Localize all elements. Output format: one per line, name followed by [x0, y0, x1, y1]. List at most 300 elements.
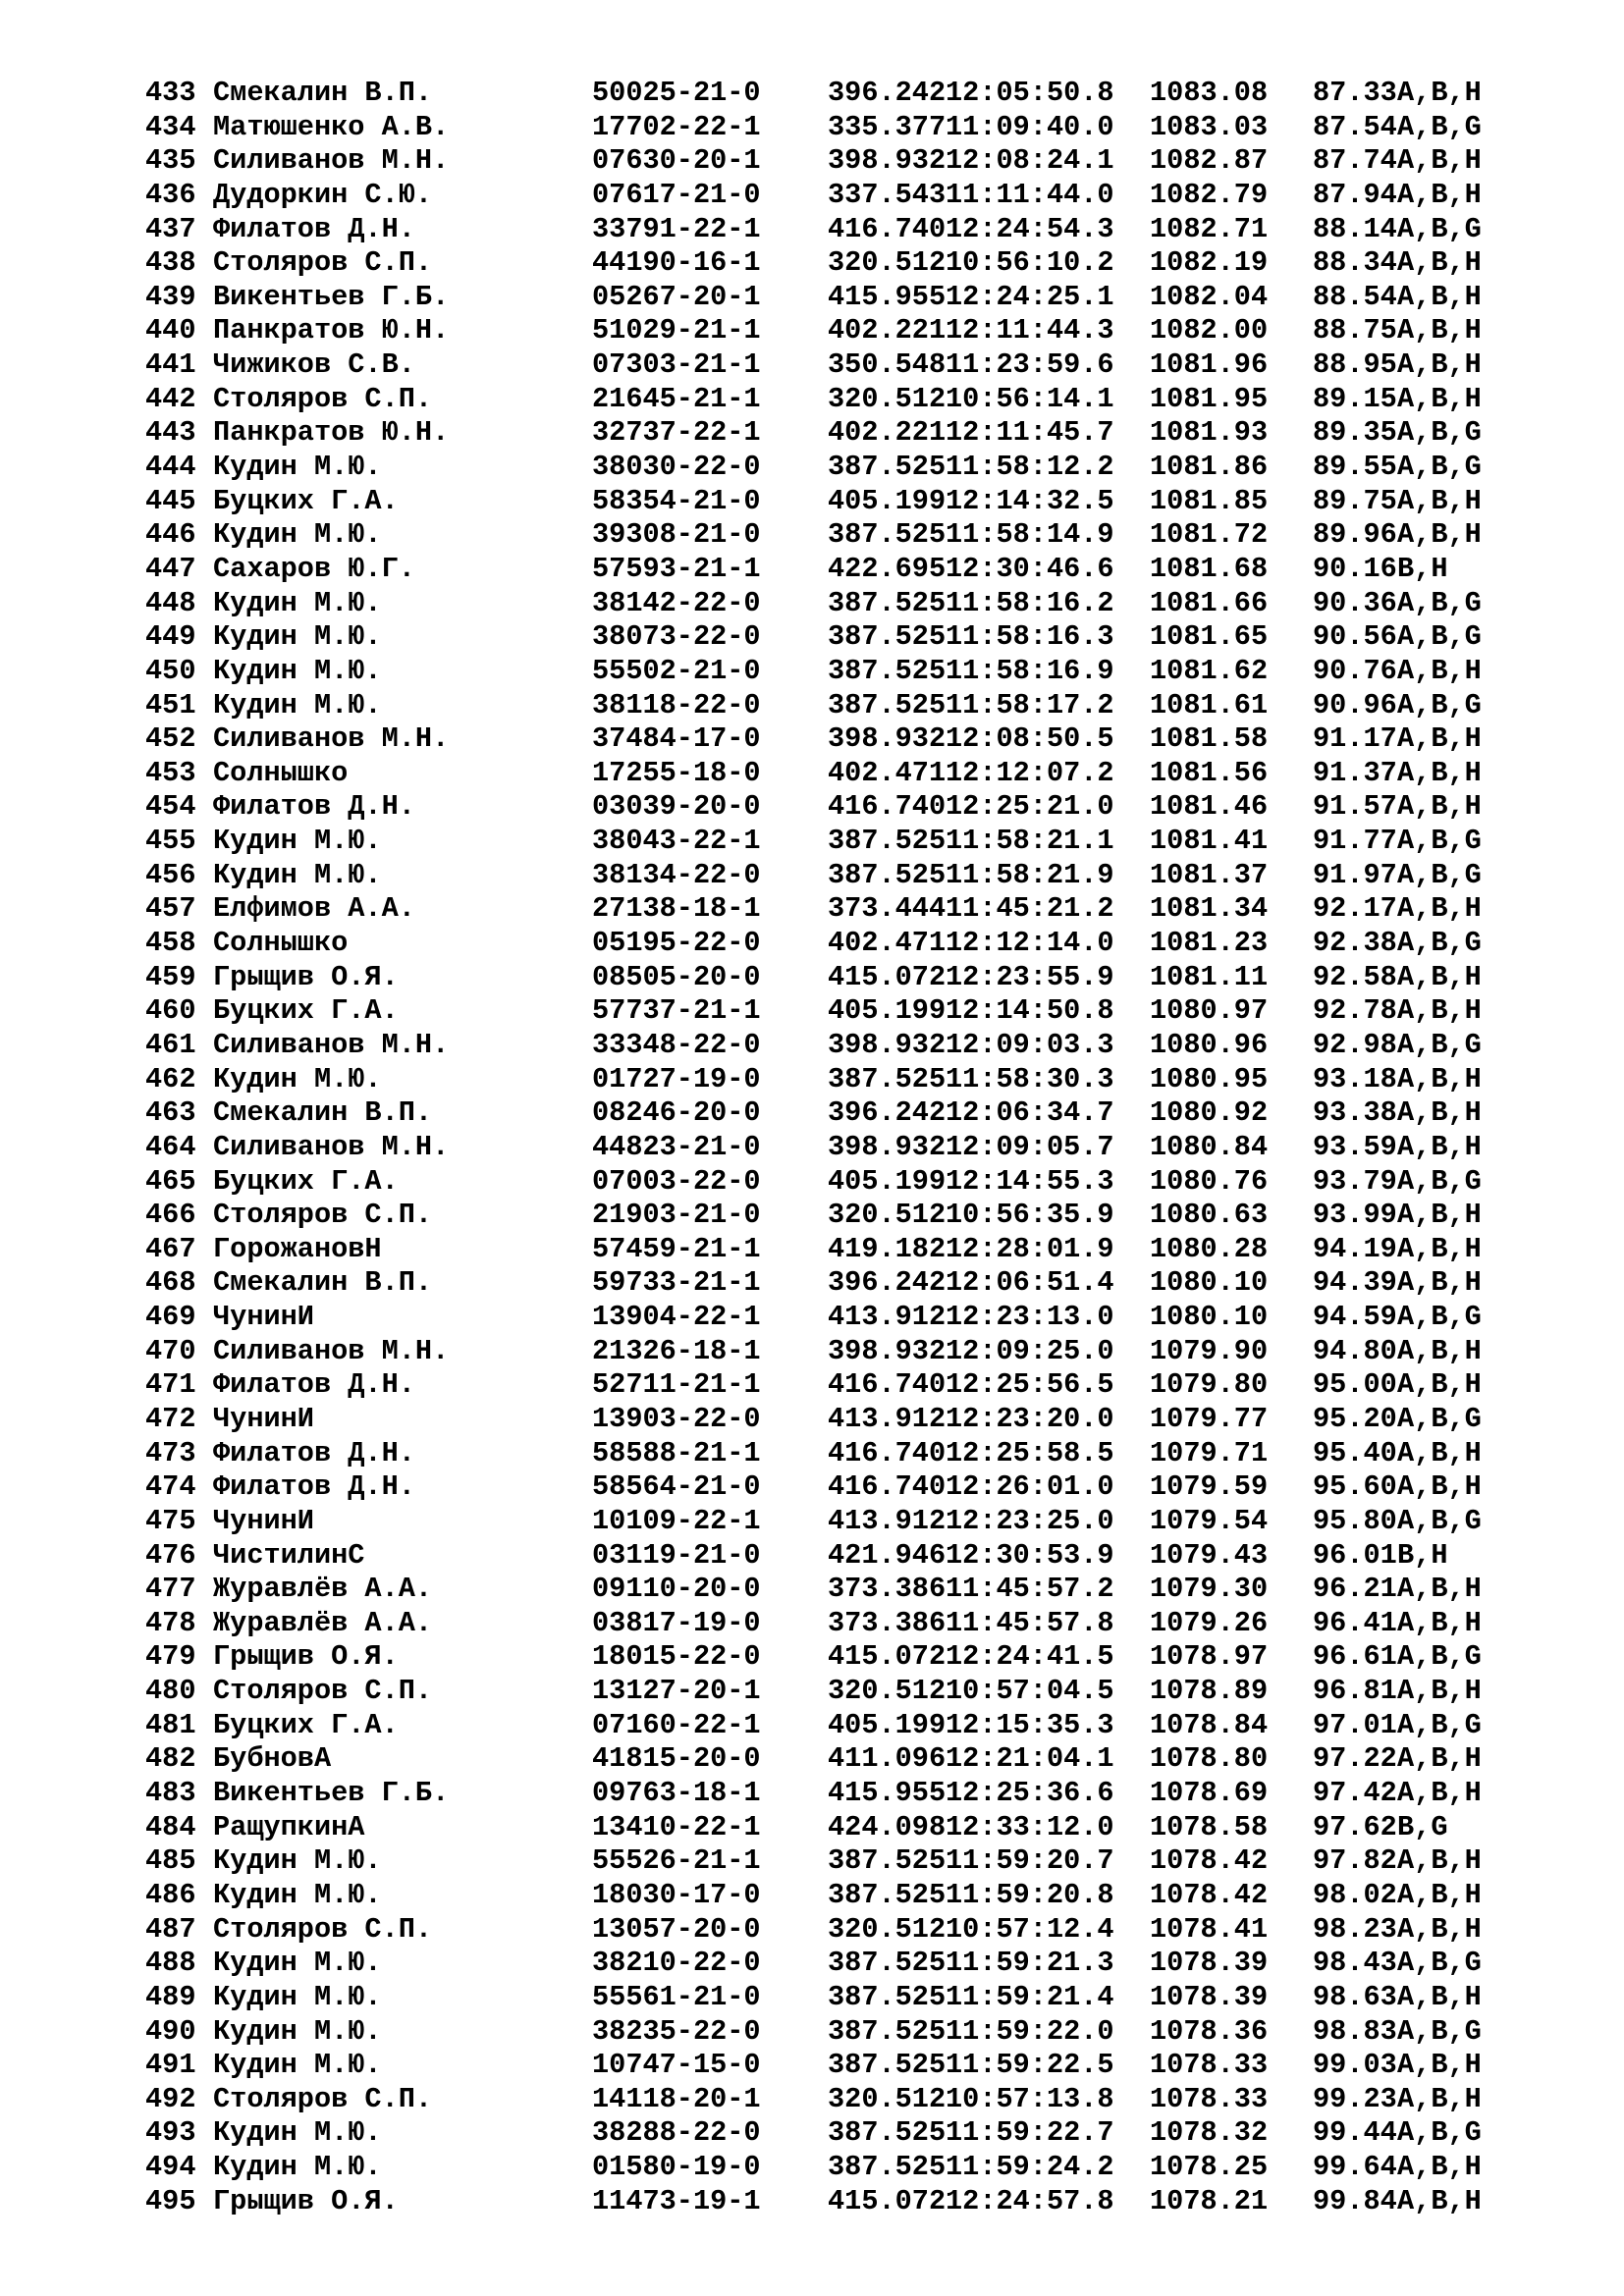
speed-cell: 1081.86 [1150, 451, 1269, 484]
ring-code-cell: 10109-22-1 [592, 1504, 761, 1537]
place-cell: 453 [145, 756, 196, 789]
flags-cell: A,B,H [1397, 1436, 1482, 1469]
place-cell: 478 [145, 1606, 196, 1639]
time-cell: 12:12:07.2 [946, 756, 1114, 789]
distance-cell: 387.525 [828, 654, 947, 687]
name-cell: Кудин М.Ю. [213, 2049, 382, 2082]
time-cell: 12:24:54.3 [946, 212, 1114, 245]
percent-cell: 93.99 [1313, 1199, 1397, 1232]
flags-cell: A,B,H [1397, 1062, 1482, 1095]
distance-cell: 387.525 [828, 1844, 947, 1878]
place-cell: 493 [145, 2116, 196, 2150]
percent-cell: 93.79 [1313, 1164, 1397, 1198]
ring-code-cell: 11473-19-1 [592, 2184, 761, 2217]
flags-cell: A,B,G [1397, 1402, 1482, 1435]
speed-cell: 1078.97 [1150, 1640, 1269, 1674]
distance-cell: 387.525 [828, 518, 947, 552]
distance-cell: 398.932 [828, 144, 947, 178]
place-cell: 471 [145, 1368, 196, 1402]
percent-cell: 92.78 [1313, 994, 1397, 1028]
table-row [145, 1199, 1482, 1233]
flags-cell: A,B,H [1397, 280, 1482, 313]
table-row [145, 383, 1482, 417]
percent-cell: 88.95 [1313, 348, 1397, 382]
percent-cell: 99.44 [1313, 2116, 1397, 2150]
speed-cell: 1078.39 [1150, 1947, 1269, 1980]
distance-cell: 402.221 [828, 416, 947, 450]
flags-cell: A,B,H [1397, 1606, 1482, 1639]
ring-code-cell: 59733-21-1 [592, 1266, 761, 1300]
place-cell: 439 [145, 280, 196, 313]
time-cell: 12:23:20.0 [946, 1402, 1114, 1435]
distance-cell: 387.525 [828, 451, 947, 484]
name-cell: Кудин М.Ю. [213, 688, 382, 721]
place-cell: 462 [145, 1062, 196, 1095]
flags-cell: A,B,H [1397, 484, 1482, 517]
time-cell: 11:59:21.3 [946, 1947, 1114, 1980]
percent-cell: 90.76 [1313, 654, 1397, 687]
ring-code-cell: 38288-22-0 [592, 2116, 761, 2150]
time-cell: 11:58:14.9 [946, 518, 1114, 552]
ring-code-cell: 01727-19-0 [592, 1062, 761, 1095]
ring-code-cell: 10747-15-0 [592, 2049, 761, 2082]
speed-cell: 1081.72 [1150, 518, 1269, 552]
table-row [145, 620, 1482, 655]
time-cell: 11:59:22.7 [946, 2116, 1114, 2150]
flags-cell: A,B,G [1397, 1301, 1482, 1334]
percent-cell: 88.54 [1313, 280, 1397, 313]
name-cell: Столяров С.П. [213, 382, 433, 415]
flags-cell: A,B,H [1397, 790, 1482, 824]
place-cell: 456 [145, 858, 196, 891]
time-cell: 12:08:50.5 [946, 722, 1114, 756]
time-cell: 10:57:12.4 [946, 1912, 1114, 1946]
flags-cell: A,B,H [1397, 178, 1482, 211]
flags-cell: A,B,H [1397, 1266, 1482, 1300]
place-cell: 476 [145, 1538, 196, 1572]
name-cell: Филатов Д.Н. [213, 212, 415, 245]
distance-cell: 413.912 [828, 1504, 947, 1537]
table-row [145, 2083, 1482, 2117]
ring-code-cell: 14118-20-1 [592, 2082, 761, 2115]
flags-cell: A,B,G [1397, 620, 1482, 654]
speed-cell: 1081.37 [1150, 858, 1269, 891]
place-cell: 480 [145, 1675, 196, 1708]
distance-cell: 373.386 [828, 1573, 947, 1606]
percent-cell: 90.36 [1313, 586, 1397, 619]
speed-cell: 1081.41 [1150, 825, 1269, 858]
speed-cell: 1078.42 [1150, 1844, 1269, 1878]
table-row [145, 1063, 1482, 1097]
distance-cell: 387.525 [828, 620, 947, 654]
speed-cell: 1082.71 [1150, 212, 1269, 245]
table-row [145, 246, 1482, 281]
distance-cell: 398.932 [828, 1334, 947, 1367]
ring-code-cell: 05267-20-1 [592, 280, 761, 313]
place-cell: 483 [145, 1777, 196, 1810]
percent-cell: 89.96 [1313, 518, 1397, 552]
place-cell: 484 [145, 1810, 196, 1843]
percent-cell: 87.74 [1313, 144, 1397, 178]
percent-cell: 87.94 [1313, 178, 1397, 211]
distance-cell: 396.242 [828, 1096, 947, 1130]
table-row [145, 1811, 1482, 1845]
flags-cell: A,B,H [1397, 2049, 1482, 2082]
table-row [145, 927, 1482, 961]
speed-cell: 1078.32 [1150, 2116, 1269, 2150]
flags-cell: A,B,H [1397, 1912, 1482, 1946]
time-cell: 11:59:20.7 [946, 1844, 1114, 1878]
speed-cell: 1080.28 [1150, 1232, 1269, 1265]
name-cell: Солнышко [213, 756, 349, 789]
distance-cell: 415.955 [828, 280, 947, 313]
percent-cell: 95.00 [1313, 1368, 1397, 1402]
time-cell: 12:06:51.4 [946, 1266, 1114, 1300]
flags-cell: A,B,H [1397, 1334, 1482, 1367]
ring-code-cell: 07630-20-1 [592, 144, 761, 178]
speed-cell: 1078.84 [1150, 1708, 1269, 1741]
flags-cell: A,B,H [1397, 1980, 1482, 2013]
distance-cell: 405.199 [828, 484, 947, 517]
distance-cell: 350.548 [828, 348, 947, 382]
distance-cell: 398.932 [828, 1028, 947, 1061]
percent-cell: 91.37 [1313, 756, 1397, 789]
flags-cell: A,B,H [1397, 1470, 1482, 1504]
name-cell: Филатов Д.Н. [213, 790, 415, 824]
results-table [145, 77, 1482, 2218]
percent-cell: 99.64 [1313, 2151, 1397, 2184]
flags-cell: A,B,H [1397, 2151, 1482, 2184]
flags-cell: A,B,H [1397, 1844, 1482, 1878]
table-row [145, 2049, 1482, 2083]
name-cell: ЧунинИ [213, 1402, 314, 1435]
ring-code-cell: 13904-22-1 [592, 1301, 761, 1334]
place-cell: 466 [145, 1199, 196, 1232]
place-cell: 433 [145, 77, 196, 109]
name-cell: ЧистилинС [213, 1538, 365, 1572]
ring-code-cell: 51029-21-1 [592, 314, 761, 347]
time-cell: 12:24:25.1 [946, 280, 1114, 313]
speed-cell: 1079.43 [1150, 1538, 1269, 1572]
name-cell: Столяров С.П. [213, 2082, 433, 2115]
speed-cell: 1080.97 [1150, 994, 1269, 1028]
percent-cell: 89.55 [1313, 451, 1397, 484]
speed-cell: 1080.96 [1150, 1028, 1269, 1061]
ring-code-cell: 09763-18-1 [592, 1777, 761, 1810]
name-cell: Силиванов М.Н. [213, 1334, 450, 1367]
place-cell: 458 [145, 927, 196, 960]
name-cell: ГорожановН [213, 1232, 382, 1265]
time-cell: 12:25:58.5 [946, 1436, 1114, 1469]
place-cell: 452 [145, 722, 196, 756]
time-cell: 11:58:21.1 [946, 825, 1114, 858]
name-cell: Викентьев Г.Б. [213, 280, 450, 313]
name-cell: Филатов Д.Н. [213, 1436, 415, 1469]
table-row [145, 213, 1482, 247]
table-row [145, 587, 1482, 621]
ring-code-cell: 03119-21-0 [592, 1538, 761, 1572]
table-row [145, 994, 1482, 1029]
name-cell: Солнышко [213, 927, 349, 960]
table-row [145, 2151, 1482, 2185]
speed-cell: 1080.10 [1150, 1266, 1269, 1300]
speed-cell: 1078.25 [1150, 2151, 1269, 2184]
name-cell: Смекалин В.П. [213, 1266, 433, 1300]
name-cell: Столяров С.П. [213, 1912, 433, 1946]
place-cell: 485 [145, 1844, 196, 1878]
ring-code-cell: 07303-21-1 [592, 348, 761, 382]
time-cell: 11:58:16.2 [946, 586, 1114, 619]
flags-cell: A,B,G [1397, 586, 1482, 619]
name-cell: Кудин М.Ю. [213, 1947, 382, 1980]
table-row [145, 1029, 1482, 1063]
percent-cell: 91.77 [1313, 825, 1397, 858]
ring-code-cell: 57737-21-1 [592, 994, 761, 1028]
time-cell: 11:58:16.3 [946, 620, 1114, 654]
name-cell: Кудин М.Ю. [213, 654, 382, 687]
table-row [145, 1640, 1482, 1675]
name-cell: Столяров С.П. [213, 1675, 433, 1708]
place-cell: 448 [145, 586, 196, 619]
table-row [145, 1165, 1482, 1200]
time-cell: 12:23:25.0 [946, 1504, 1114, 1537]
flags-cell: A,B,H [1397, 1777, 1482, 1810]
speed-cell: 1079.90 [1150, 1334, 1269, 1367]
percent-cell: 92.98 [1313, 1028, 1397, 1061]
ring-code-cell: 03817-19-0 [592, 1606, 761, 1639]
time-cell: 10:57:04.5 [946, 1675, 1114, 1708]
speed-cell: 1078.42 [1150, 1878, 1269, 1911]
speed-cell: 1081.62 [1150, 654, 1269, 687]
percent-cell: 99.84 [1313, 2184, 1397, 2217]
distance-cell: 320.512 [828, 2082, 947, 2115]
time-cell: 12:09:25.0 [946, 1334, 1114, 1367]
table-row [145, 655, 1482, 689]
time-cell: 10:57:13.8 [946, 2082, 1114, 2115]
ring-code-cell: 38210-22-0 [592, 1947, 761, 1980]
speed-cell: 1080.95 [1150, 1062, 1269, 1095]
speed-cell: 1081.95 [1150, 382, 1269, 415]
place-cell: 482 [145, 1742, 196, 1776]
distance-cell: 416.740 [828, 1470, 947, 1504]
distance-cell: 415.072 [828, 960, 947, 993]
ring-code-cell: 08505-20-0 [592, 960, 761, 993]
time-cell: 12:12:14.0 [946, 927, 1114, 960]
time-cell: 12:06:34.7 [946, 1096, 1114, 1130]
place-cell: 451 [145, 688, 196, 721]
percent-cell: 92.17 [1313, 892, 1397, 926]
distance-cell: 413.912 [828, 1402, 947, 1435]
ring-code-cell: 13127-20-1 [592, 1675, 761, 1708]
distance-cell: 396.242 [828, 77, 947, 109]
speed-cell: 1079.80 [1150, 1368, 1269, 1402]
percent-cell: 88.75 [1313, 314, 1397, 347]
flags-cell: A,B,G [1397, 858, 1482, 891]
flags-cell: A,B,G [1397, 1504, 1482, 1537]
percent-cell: 94.59 [1313, 1301, 1397, 1334]
ring-code-cell: 07617-21-0 [592, 178, 761, 211]
ring-code-cell: 38030-22-0 [592, 451, 761, 484]
ring-code-cell: 05195-22-0 [592, 927, 761, 960]
flags-cell: A,B,H [1397, 1096, 1482, 1130]
place-cell: 447 [145, 552, 196, 585]
ring-code-cell: 38235-22-0 [592, 2014, 761, 2048]
speed-cell: 1079.26 [1150, 1606, 1269, 1639]
distance-cell: 387.525 [828, 688, 947, 721]
percent-cell: 91.57 [1313, 790, 1397, 824]
distance-cell: 413.912 [828, 1301, 947, 1334]
ring-code-cell: 38073-22-0 [592, 620, 761, 654]
name-cell: Силиванов М.Н. [213, 144, 450, 178]
flags-cell: A,B,H [1397, 144, 1482, 178]
place-cell: 454 [145, 790, 196, 824]
time-cell: 12:09:03.3 [946, 1028, 1114, 1061]
speed-cell: 1081.58 [1150, 722, 1269, 756]
distance-cell: 405.199 [828, 1708, 947, 1741]
percent-cell: 92.58 [1313, 960, 1397, 993]
name-cell: РащупкинА [213, 1810, 365, 1843]
speed-cell: 1078.33 [1150, 2049, 1269, 2082]
percent-cell: 97.01 [1313, 1708, 1397, 1741]
time-cell: 12:25:21.0 [946, 790, 1114, 824]
table-row [145, 1403, 1482, 1437]
flags-cell: A,B,G [1397, 1028, 1482, 1061]
flags-cell: A,B,H [1397, 722, 1482, 756]
name-cell: БубновА [213, 1742, 332, 1776]
distance-cell: 424.098 [828, 1810, 947, 1843]
percent-cell: 94.80 [1313, 1334, 1397, 1367]
distance-cell: 402.221 [828, 314, 947, 347]
table-row [145, 892, 1482, 927]
flags-cell: A,B,H [1397, 1368, 1482, 1402]
time-cell: 12:30:46.6 [946, 552, 1114, 585]
name-cell: Кудин М.Ю. [213, 2014, 382, 2048]
name-cell: Кудин М.Ю. [213, 2151, 382, 2184]
speed-cell: 1081.46 [1150, 790, 1269, 824]
distance-cell: 398.932 [828, 1130, 947, 1163]
name-cell: Викентьев Г.Б. [213, 1777, 450, 1810]
speed-cell: 1078.33 [1150, 2082, 1269, 2115]
percent-cell: 90.16 [1313, 552, 1397, 585]
flags-cell: A,B,H [1397, 2082, 1482, 2115]
percent-cell: 95.40 [1313, 1436, 1397, 1469]
table-row [145, 757, 1482, 791]
name-cell: Грыщив О.Я. [213, 960, 399, 993]
flags-cell: A,B,G [1397, 1164, 1482, 1198]
name-cell: Буцких Г.А. [213, 484, 399, 517]
ring-code-cell: 39308-21-0 [592, 518, 761, 552]
speed-cell: 1081.93 [1150, 416, 1269, 450]
name-cell: Кудин М.Ю. [213, 586, 382, 619]
ring-code-cell: 03039-20-0 [592, 790, 761, 824]
ring-code-cell: 13057-20-0 [592, 1912, 761, 1946]
distance-cell: 387.525 [828, 1062, 947, 1095]
ring-code-cell: 58564-21-0 [592, 1470, 761, 1504]
distance-cell: 387.525 [828, 2151, 947, 2184]
ring-code-cell: 33348-22-0 [592, 1028, 761, 1061]
table-row [145, 1573, 1482, 1607]
place-cell: 495 [145, 2184, 196, 2217]
ring-code-cell: 21903-21-0 [592, 1199, 761, 1232]
speed-cell: 1078.39 [1150, 1980, 1269, 2013]
time-cell: 11:45:57.2 [946, 1573, 1114, 1606]
distance-cell: 421.946 [828, 1538, 947, 1572]
speed-cell: 1078.58 [1150, 1810, 1269, 1843]
distance-cell: 416.740 [828, 212, 947, 245]
time-cell: 12:24:57.8 [946, 2184, 1114, 2217]
time-cell: 11:59:21.4 [946, 1980, 1114, 2013]
table-row [145, 1742, 1482, 1777]
speed-cell: 1082.00 [1150, 314, 1269, 347]
place-cell: 459 [145, 960, 196, 993]
ring-code-cell: 55561-21-0 [592, 1980, 761, 2013]
percent-cell: 88.34 [1313, 246, 1397, 280]
time-cell: 11:58:12.2 [946, 451, 1114, 484]
table-row [145, 281, 1482, 315]
name-cell: Панкратов Ю.Н. [213, 416, 450, 450]
place-cell: 442 [145, 382, 196, 415]
time-cell: 11:59:24.2 [946, 2151, 1114, 2184]
place-cell: 479 [145, 1640, 196, 1674]
distance-cell: 411.096 [828, 1742, 947, 1776]
speed-cell: 1079.77 [1150, 1402, 1269, 1435]
table-row [145, 1505, 1482, 1539]
table-row [145, 77, 1482, 111]
percent-cell: 91.17 [1313, 722, 1397, 756]
place-cell: 489 [145, 1980, 196, 2013]
speed-cell: 1080.63 [1150, 1199, 1269, 1232]
speed-cell: 1081.56 [1150, 756, 1269, 789]
time-cell: 12:05:50.8 [946, 77, 1114, 109]
time-cell: 12:14:50.8 [946, 994, 1114, 1028]
table-row [145, 144, 1482, 179]
distance-cell: 405.199 [828, 994, 947, 1028]
name-cell: Кудин М.Ю. [213, 620, 382, 654]
speed-cell: 1080.76 [1150, 1164, 1269, 1198]
table-row [145, 553, 1482, 587]
place-cell: 488 [145, 1947, 196, 1980]
table-row [145, 1335, 1482, 1369]
ring-code-cell: 55526-21-1 [592, 1844, 761, 1878]
percent-cell: 92.38 [1313, 927, 1397, 960]
place-cell: 469 [145, 1301, 196, 1334]
speed-cell: 1078.36 [1150, 2014, 1269, 2048]
place-cell: 445 [145, 484, 196, 517]
table-row [145, 825, 1482, 859]
distance-cell: 416.740 [828, 1368, 947, 1402]
name-cell: Смекалин В.П. [213, 77, 433, 109]
ring-code-cell: 18030-17-0 [592, 1878, 761, 1911]
flags-cell: A,B,H [1397, 246, 1482, 280]
ring-code-cell: 38043-22-1 [592, 825, 761, 858]
name-cell: Грыщив О.Я. [213, 2184, 399, 2217]
place-cell: 440 [145, 314, 196, 347]
speed-cell: 1082.19 [1150, 246, 1269, 280]
speed-cell: 1083.03 [1150, 110, 1269, 143]
time-cell: 11:58:21.9 [946, 858, 1114, 891]
distance-cell: 387.525 [828, 2049, 947, 2082]
speed-cell: 1079.54 [1150, 1504, 1269, 1537]
name-cell: Дудоркин С.Ю. [213, 178, 433, 211]
name-cell: ЧунинИ [213, 1301, 314, 1334]
distance-cell: 320.512 [828, 382, 947, 415]
ring-code-cell: 38118-22-0 [592, 688, 761, 721]
percent-cell: 94.39 [1313, 1266, 1397, 1300]
distance-cell: 387.525 [828, 1878, 947, 1911]
time-cell: 12:14:55.3 [946, 1164, 1114, 1198]
place-cell: 486 [145, 1878, 196, 1911]
name-cell: Буцких Г.А. [213, 1164, 399, 1198]
